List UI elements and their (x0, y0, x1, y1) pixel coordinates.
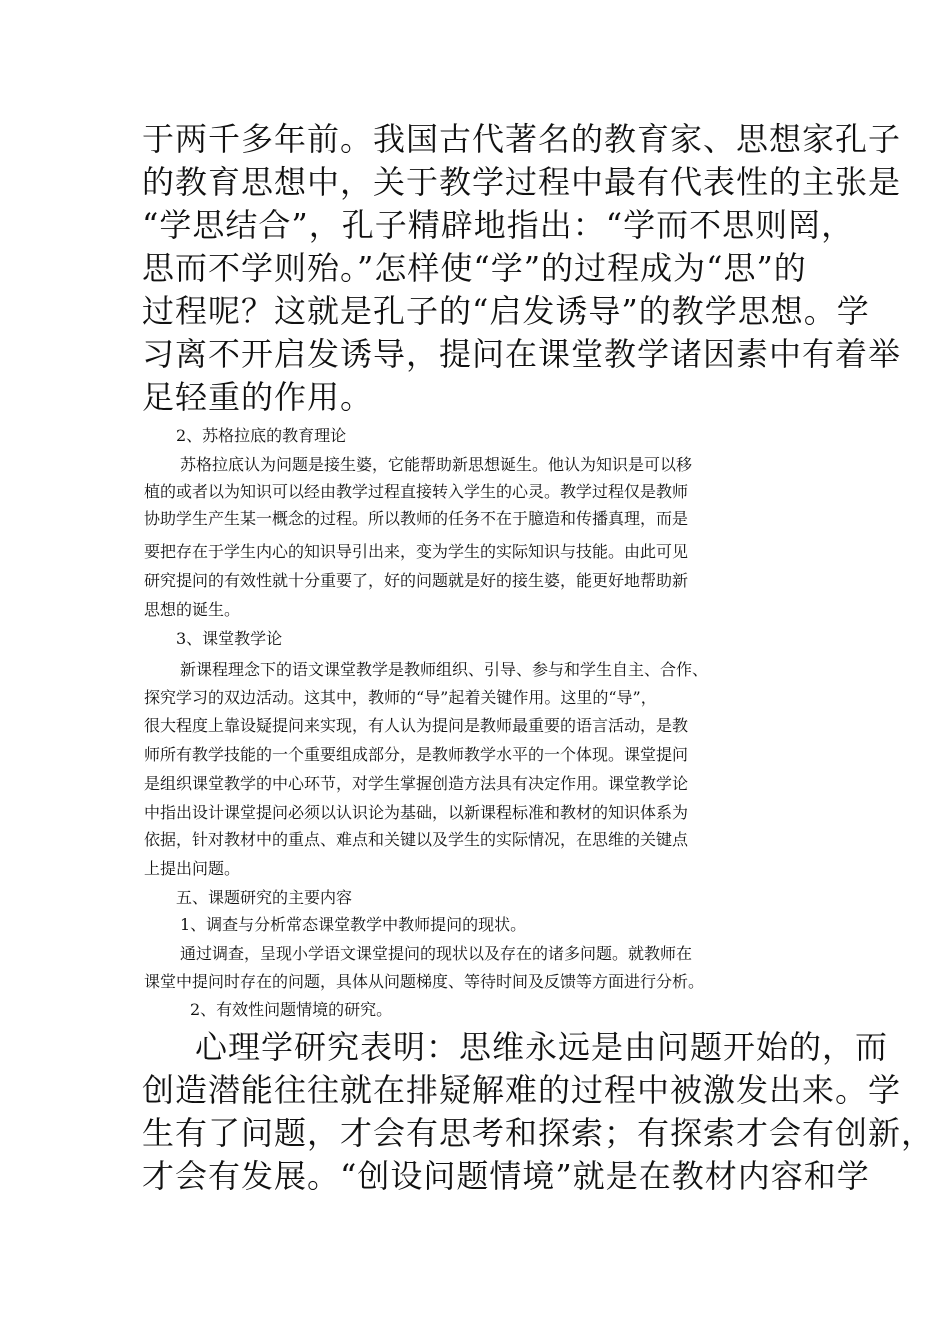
paragraph-line: 上提出问题。 (144, 859, 241, 878)
paragraph-line: 思想的诞生。 (144, 600, 241, 619)
paragraph-line: 苏格拉底认为问题是接生婆，它能帮助新思想诞生。他认为知识是可以移 (180, 455, 693, 474)
paragraph-line: 通过调查，呈现小学语文课堂提问的现状以及存在的诸多问题。就教师在 (180, 944, 693, 963)
paragraph-line: “学思结合”，孔子精辟地指出：“学而不思则罔， (142, 206, 855, 244)
paragraph-line: 课堂中提问时存在的问题，具体从问题梯度、等待时间及反馈等方面进行分析。 (144, 972, 705, 991)
paragraph-line: 心理学研究表明：思维永远是由问题开始的，而 (195, 1028, 889, 1066)
paragraph-line: 的教育思想中，关于教学过程中最有代表性的主张是 (142, 163, 902, 201)
section-heading: 2、苏格拉底的教育理论 (176, 426, 347, 445)
paragraph-line: 探究学习的双边活动。这其中，教师的“导”起着关键作用。这里的“导”， (144, 688, 657, 707)
paragraph-line: 于两千多年前。我国古代著名的教育家、思想家孔子 (142, 120, 902, 158)
section-heading: 3、课堂教学论 (176, 629, 283, 648)
section-heading: 2、有效性问题情境的研究。 (190, 1000, 393, 1019)
paragraph-line: 才会有发展。“创设问题情境”就是在教材内容和学 (142, 1157, 870, 1195)
paragraph-line: 足轻重的作用。 (142, 378, 374, 416)
paragraph-line: 研究提问的有效性就十分重要了，好的问题就是好的接生婆，能更好地帮助新 (144, 571, 689, 590)
paragraph-line: 过程呢？这就是孔子的“启发诱导”的教学思想。学 (142, 292, 870, 330)
paragraph-line: 习离不开启发诱导，提问在课堂教学诸因素中有着举 (142, 335, 902, 373)
paragraph-line: 要把存在于学生内心的知识导引出来，变为学生的实际知识与技能。由此可见 (144, 542, 689, 561)
paragraph-line: 生有了问题，才会有思考和探索；有探索才会有创新， (142, 1114, 935, 1152)
paragraph-line: 协助学生产生某一概念的过程。所以教师的任务不在于臆造和传播真理，而是 (144, 509, 689, 528)
paragraph-line: 思而不学则殆。”怎样使“学”的过程成为“思”的 (142, 249, 807, 287)
paragraph-line: 很大程度上靠设疑提问来实现，有人认为提问是教师最重要的语言活动，是教 (144, 716, 689, 735)
paragraph-line: 是组织课堂教学的中心环节，对学生掌握创造方法具有决定作用。课堂教学论 (144, 774, 689, 793)
paragraph-line: 新课程理念下的语文课堂教学是教师组织、引导、参与和学生自主、合作、 (180, 660, 709, 679)
paragraph-line: 师所有教学技能的一个重要组成部分，是教师教学水平的一个体现。课堂提问 (144, 745, 689, 764)
paragraph-line: 中指出设计课堂提问必须以认识论为基础，以新课程标准和教材的知识体系为 (144, 803, 689, 822)
paragraph-line: 植的或者以为知识可以经由教学过程直接转入学生的心灵。教学过程仅是教师 (144, 482, 689, 501)
section-heading: 五、课题研究的主要内容 (176, 888, 353, 907)
paragraph-line: 创造潜能往往就在排疑解难的过程中被激发出来。学 (142, 1071, 902, 1109)
paragraph-line: 依据，针对教材中的重点、难点和关键以及学生的实际情况，在思维的关键点 (144, 830, 689, 849)
section-heading: 1、调查与分析常态课堂教学中教师提问的现状。 (180, 915, 527, 934)
